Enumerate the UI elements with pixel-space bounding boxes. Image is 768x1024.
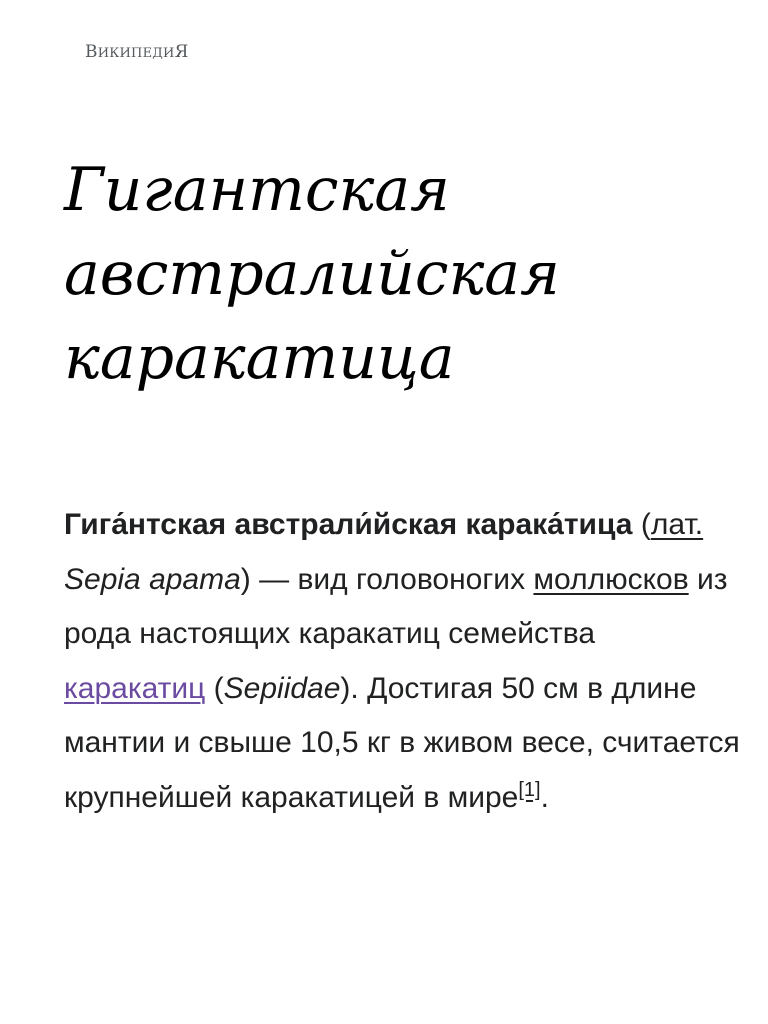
lead-text-4: ). Достигая 50 см в длине мантии и свыше 10,5 кг в живом весе, считается крупнейшей каракатицей в мире [64, 671, 740, 814]
article-bold-name: Гига́нтская австрали́йская карака́тица [64, 508, 633, 541]
logo-first-letter: В [85, 42, 98, 62]
lead-text-3: ( [205, 671, 224, 705]
reference-link[interactable]: [1] [518, 778, 541, 801]
lead-text-1: ) — вид головоногих [240, 562, 526, 596]
family-latin-name: Sepiidae [223, 671, 341, 705]
latin-language-link[interactable]: лат. [650, 508, 704, 541]
title-line-3: каракатица [64, 323, 455, 393]
wikipedia-logo[interactable] [85, 40, 189, 66]
page-title [64, 148, 744, 400]
title-line-2: австралийская [64, 239, 560, 309]
title-line-1: Гигантская [64, 155, 450, 225]
reference-superscript [518, 779, 540, 801]
lead-paragraph [64, 498, 744, 825]
molluscs-link[interactable]: моллюсков [533, 562, 689, 596]
open-paren: ( [640, 508, 651, 541]
logo-middle-letters: ИКИПЕДИ [97, 46, 175, 61]
logo-last-letter: Я [174, 42, 189, 62]
lead-text-end: . [540, 780, 549, 814]
family-link[interactable]: каракатиц [64, 671, 206, 705]
lead-text-2: из рода настоящих каракатиц семейства [64, 562, 728, 650]
latin-name: Sepia apama [64, 562, 241, 596]
